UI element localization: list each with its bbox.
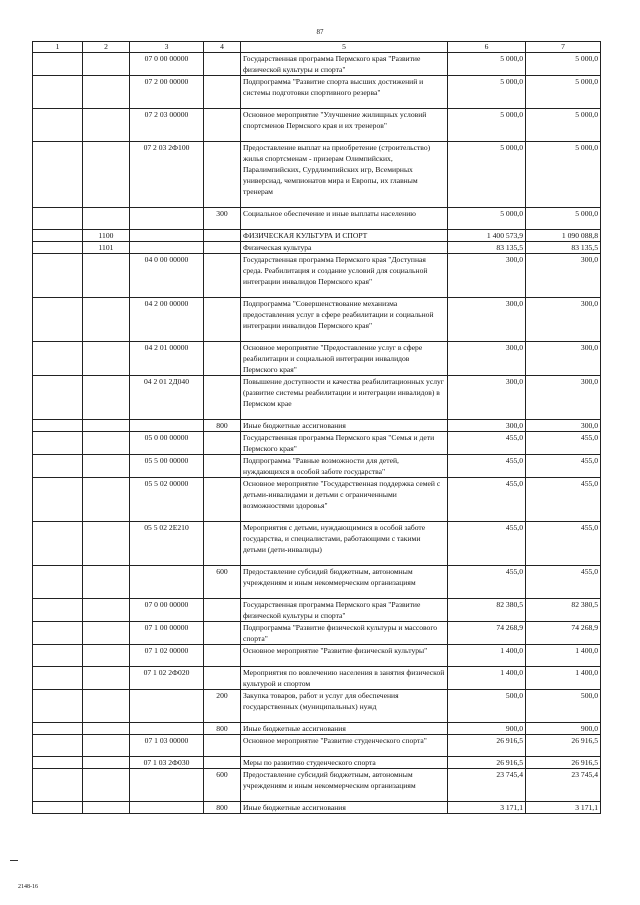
cell-description: Государственная программа Пермского края "Доступная среда. Реабилитация и создание условий для социальной интеграции инвалидов Пермского края"	[241, 254, 448, 298]
cell-expense-type	[204, 342, 241, 376]
cell-target-article: 07 2 03 2Ф100	[130, 142, 204, 208]
cell-expense-type	[204, 455, 241, 478]
cell-description: Предоставление выплат на приобретение (строительство) жилья спортсменам - призерам Олимпийских, Паралимпийских, Сурдлимпийских игр, Всемирных универсиад, чемпионатов мира и Европы, их главным тренерам	[241, 142, 448, 208]
cell-section	[83, 769, 130, 802]
cell-col1	[33, 109, 83, 142]
cell-col1	[33, 142, 83, 208]
cell-section	[83, 455, 130, 478]
cell-amount-2: 500,0	[526, 690, 601, 723]
cell-amount-1: 500,0	[448, 690, 526, 723]
cell-col1	[33, 645, 83, 667]
cell-amount-2: 5 000,0	[526, 109, 601, 142]
cell-expense-type	[204, 376, 241, 420]
cell-col1	[33, 455, 83, 478]
cell-description: Подпрограмма "Развитие спорта высших достижений и системы подготовки спортивного резерва"	[241, 76, 448, 109]
cell-amount-2: 300,0	[526, 342, 601, 376]
column-header: 1	[33, 42, 83, 53]
cell-target-article	[130, 208, 204, 230]
table-row	[33, 432, 601, 455]
cell-col1	[33, 53, 83, 76]
table-row	[33, 599, 601, 622]
cell-amount-1: 1 400,0	[448, 645, 526, 667]
cell-amount-2: 1 400,0	[526, 667, 601, 690]
cell-expense-type	[204, 478, 241, 522]
cell-col1	[33, 690, 83, 723]
cell-expense-type: 200	[204, 690, 241, 723]
cell-expense-type	[204, 599, 241, 622]
table-row	[33, 254, 601, 298]
table-row	[33, 109, 601, 142]
cell-target-article	[130, 769, 204, 802]
cell-amount-2: 3 171,1	[526, 802, 601, 814]
cell-amount-2: 5 000,0	[526, 53, 601, 76]
cell-amount-2: 5 000,0	[526, 76, 601, 109]
table-row	[33, 566, 601, 599]
cell-col1	[33, 769, 83, 802]
cell-expense-type: 600	[204, 566, 241, 599]
cell-section	[83, 645, 130, 667]
cell-description: Предоставление субсидий бюджетным, автономным учреждениям и иным некоммерческим организациям	[241, 566, 448, 599]
cell-description: Иные бюджетные ассигнования	[241, 723, 448, 735]
cell-col1	[33, 723, 83, 735]
table-row	[33, 208, 601, 230]
table-row	[33, 76, 601, 109]
cell-col1	[33, 208, 83, 230]
cell-amount-1: 455,0	[448, 522, 526, 566]
cell-amount-1: 300,0	[448, 420, 526, 432]
cell-target-article: 04 2 01 2Д040	[130, 376, 204, 420]
cell-section	[83, 690, 130, 723]
table-row	[33, 757, 601, 769]
cell-description: Социальное обеспечение и иные выплаты населению	[241, 208, 448, 230]
cell-section	[83, 254, 130, 298]
cell-amount-1: 455,0	[448, 566, 526, 599]
cell-section: 1100	[83, 230, 130, 242]
cell-amount-1: 300,0	[448, 298, 526, 342]
cell-target-article	[130, 723, 204, 735]
table-row	[33, 735, 601, 757]
cell-col1	[33, 342, 83, 376]
cell-target-article: 07 1 02 00000	[130, 645, 204, 667]
cell-target-article: 07 1 00 00000	[130, 622, 204, 645]
cell-target-article	[130, 802, 204, 814]
cell-expense-type: 800	[204, 802, 241, 814]
cell-amount-2: 82 380,5	[526, 599, 601, 622]
cell-expense-type	[204, 622, 241, 645]
cell-amount-1: 74 268,9	[448, 622, 526, 645]
column-header: 5	[241, 42, 448, 53]
cell-amount-1: 300,0	[448, 254, 526, 298]
cell-amount-1: 455,0	[448, 455, 526, 478]
cell-section	[83, 757, 130, 769]
table-row	[33, 723, 601, 735]
cell-amount-2: 5 000,0	[526, 142, 601, 208]
cell-amount-2: 300,0	[526, 420, 601, 432]
cell-expense-type	[204, 667, 241, 690]
table-row	[33, 242, 601, 254]
cell-section	[83, 432, 130, 455]
cell-expense-type: 800	[204, 420, 241, 432]
table-row	[33, 230, 601, 242]
cell-expense-type	[204, 242, 241, 254]
cell-description: Основное мероприятие "Предоставление услуг в сфере реабилитации и социальной интеграции инвалидов Пермского края"	[241, 342, 448, 376]
cell-col1	[33, 522, 83, 566]
cell-section	[83, 478, 130, 522]
cell-section	[83, 622, 130, 645]
cell-expense-type	[204, 522, 241, 566]
cell-description: Государственная программа Пермского края "Семья и дети Пермского края"	[241, 432, 448, 455]
cell-target-article: 07 1 03 2Ф030	[130, 757, 204, 769]
table-row	[33, 478, 601, 522]
cell-col1	[33, 420, 83, 432]
cell-section	[83, 667, 130, 690]
cell-section	[83, 723, 130, 735]
cell-target-article: 07 2 03 00000	[130, 109, 204, 142]
table-row	[33, 298, 601, 342]
cell-amount-1: 3 171,1	[448, 802, 526, 814]
cell-amount-1: 5 000,0	[448, 109, 526, 142]
cell-description: Физическая культура	[241, 242, 448, 254]
cell-col1	[33, 735, 83, 757]
cell-section	[83, 420, 130, 432]
cell-expense-type	[204, 757, 241, 769]
cell-amount-1: 900,0	[448, 723, 526, 735]
table-row	[33, 645, 601, 667]
page-number: 87	[316, 28, 324, 36]
document-code: 2148-16	[18, 884, 38, 890]
cell-description: Основное мероприятие "Улучшение жилищных условий спортсменов Пермского края и их тренеров"	[241, 109, 448, 142]
cell-col1	[33, 599, 83, 622]
cell-target-article	[130, 690, 204, 723]
cell-expense-type: 800	[204, 723, 241, 735]
cell-amount-1: 300,0	[448, 376, 526, 420]
cell-target-article	[130, 230, 204, 242]
column-header: 2	[83, 42, 130, 53]
cell-section	[83, 142, 130, 208]
cell-col1	[33, 432, 83, 455]
cell-section	[83, 735, 130, 757]
table-row	[33, 622, 601, 645]
column-header: 4	[204, 42, 241, 53]
cell-section	[83, 298, 130, 342]
cell-description: Иные бюджетные ассигнования	[241, 802, 448, 814]
cell-description: Мероприятия с детьми, нуждающимися в особой заботе государства, и специалистами, работающими с такими детьми (дети-инвалиды)	[241, 522, 448, 566]
margin-mark	[10, 860, 18, 861]
cell-col1	[33, 802, 83, 814]
cell-expense-type: 300	[204, 208, 241, 230]
table-row	[33, 667, 601, 690]
cell-amount-2: 26 916,5	[526, 757, 601, 769]
cell-description: Предоставление субсидий бюджетным, автономным учреждениям и иным некоммерческим организациям	[241, 769, 448, 802]
cell-section	[83, 566, 130, 599]
cell-section	[83, 522, 130, 566]
cell-amount-1: 455,0	[448, 478, 526, 522]
cell-section	[83, 376, 130, 420]
cell-amount-1: 26 916,5	[448, 735, 526, 757]
cell-section	[83, 76, 130, 109]
cell-expense-type	[204, 53, 241, 76]
table-row	[33, 420, 601, 432]
cell-description: Подпрограмма "Совершенствование механизма предоставления услуг в сфере реабилитации и социальной интеграции инвалидов Пермского края"	[241, 298, 448, 342]
cell-target-article: 07 1 02 2Ф020	[130, 667, 204, 690]
cell-amount-1: 300,0	[448, 342, 526, 376]
cell-section	[83, 342, 130, 376]
cell-col1	[33, 230, 83, 242]
cell-description: Подпрограмма "Равные возможности для детей, нуждающихся в особой заботе государства"	[241, 455, 448, 478]
cell-expense-type	[204, 298, 241, 342]
cell-amount-2: 300,0	[526, 254, 601, 298]
column-header: 6	[448, 42, 526, 53]
cell-expense-type: 600	[204, 769, 241, 802]
cell-description: Основное мероприятие "Государственная поддержка семей с детьми-инвалидами и детьми с ограниченными возможностями здоровья"	[241, 478, 448, 522]
table-row	[33, 522, 601, 566]
cell-description: Повышение доступности и качества реабилитационных услуг (развитие системы реабилитации и интеграции инвалидов) в Пермском крае	[241, 376, 448, 420]
budget-table	[32, 41, 601, 814]
cell-description: Подпрограмма "Развитие физической культуры и массового спорта"	[241, 622, 448, 645]
cell-target-article	[130, 242, 204, 254]
table-row	[33, 53, 601, 76]
cell-description: Основное мероприятие "Развитие физической культуры"	[241, 645, 448, 667]
cell-amount-1: 455,0	[448, 432, 526, 455]
cell-section: 1101	[83, 242, 130, 254]
cell-amount-2: 5 000,0	[526, 208, 601, 230]
cell-description: Закупка товаров, работ и услуг для обеспечения государственных (муниципальных) нужд	[241, 690, 448, 723]
cell-col1	[33, 254, 83, 298]
cell-target-article: 05 5 02 00000	[130, 478, 204, 522]
cell-expense-type	[204, 76, 241, 109]
cell-amount-1: 1 400,0	[448, 667, 526, 690]
cell-amount-2: 455,0	[526, 455, 601, 478]
cell-amount-1: 5 000,0	[448, 76, 526, 109]
cell-target-article: 07 0 00 00000	[130, 599, 204, 622]
cell-expense-type	[204, 735, 241, 757]
cell-expense-type	[204, 230, 241, 242]
table-row	[33, 690, 601, 723]
cell-amount-1: 5 000,0	[448, 208, 526, 230]
cell-amount-2: 455,0	[526, 566, 601, 599]
cell-amount-2: 74 268,9	[526, 622, 601, 645]
cell-amount-1: 23 745,4	[448, 769, 526, 802]
cell-amount-2: 1 400,0	[526, 645, 601, 667]
cell-col1	[33, 667, 83, 690]
cell-expense-type	[204, 645, 241, 667]
cell-amount-1: 5 000,0	[448, 53, 526, 76]
cell-target-article: 05 0 00 00000	[130, 432, 204, 455]
column-header: 7	[526, 42, 601, 53]
cell-amount-2: 300,0	[526, 298, 601, 342]
cell-amount-2: 900,0	[526, 723, 601, 735]
table-header-row	[33, 42, 601, 53]
cell-target-article: 05 5 02 2Е210	[130, 522, 204, 566]
cell-target-article	[130, 420, 204, 432]
cell-amount-1: 83 135,5	[448, 242, 526, 254]
table-row	[33, 802, 601, 814]
cell-description: Мероприятия по вовлечению населения в занятия физической культурой и спортом	[241, 667, 448, 690]
cell-section	[83, 109, 130, 142]
cell-amount-2: 26 916,5	[526, 735, 601, 757]
cell-col1	[33, 478, 83, 522]
table-row	[33, 769, 601, 802]
cell-amount-2: 83 135,5	[526, 242, 601, 254]
cell-target-article: 07 1 03 00000	[130, 735, 204, 757]
cell-section	[83, 802, 130, 814]
cell-target-article: 07 2 00 00000	[130, 76, 204, 109]
cell-target-article: 04 0 00 00000	[130, 254, 204, 298]
cell-col1	[33, 298, 83, 342]
column-header: 3	[130, 42, 204, 53]
cell-amount-2: 300,0	[526, 376, 601, 420]
cell-col1	[33, 757, 83, 769]
cell-target-article: 05 5 00 00000	[130, 455, 204, 478]
cell-amount-1: 1 400 573,9	[448, 230, 526, 242]
cell-expense-type	[204, 142, 241, 208]
cell-amount-2: 1 090 088,8	[526, 230, 601, 242]
cell-amount-1: 5 000,0	[448, 142, 526, 208]
cell-section	[83, 599, 130, 622]
cell-description: Иные бюджетные ассигнования	[241, 420, 448, 432]
table-row	[33, 142, 601, 208]
cell-expense-type	[204, 432, 241, 455]
table-row	[33, 376, 601, 420]
cell-expense-type	[204, 109, 241, 142]
cell-col1	[33, 376, 83, 420]
cell-col1	[33, 622, 83, 645]
cell-amount-2: 455,0	[526, 478, 601, 522]
cell-amount-2: 455,0	[526, 522, 601, 566]
table-body	[33, 53, 601, 814]
cell-section	[83, 53, 130, 76]
cell-target-article: 04 2 01 00000	[130, 342, 204, 376]
table-row	[33, 455, 601, 478]
cell-description: ФИЗИЧЕСКАЯ КУЛЬТУРА И СПОРТ	[241, 230, 448, 242]
cell-description: Основное мероприятие "Развитие студенческого спорта"	[241, 735, 448, 757]
cell-target-article: 04 2 00 00000	[130, 298, 204, 342]
cell-expense-type	[204, 254, 241, 298]
cell-target-article	[130, 566, 204, 599]
cell-target-article: 07 0 00 00000	[130, 53, 204, 76]
table-row	[33, 342, 601, 376]
cell-amount-1: 82 380,5	[448, 599, 526, 622]
cell-description: Государственная программа Пермского края "Развитие физической культуры и спорта"	[241, 599, 448, 622]
cell-col1	[33, 242, 83, 254]
cell-amount-2: 455,0	[526, 432, 601, 455]
cell-section	[83, 208, 130, 230]
cell-col1	[33, 76, 83, 109]
cell-amount-1: 26 916,5	[448, 757, 526, 769]
cell-col1	[33, 566, 83, 599]
cell-amount-2: 23 745,4	[526, 769, 601, 802]
cell-description: Государственная программа Пермского края "Развитие физической культуры и спорта"	[241, 53, 448, 76]
cell-description: Меры по развитию студенческого спорта	[241, 757, 448, 769]
